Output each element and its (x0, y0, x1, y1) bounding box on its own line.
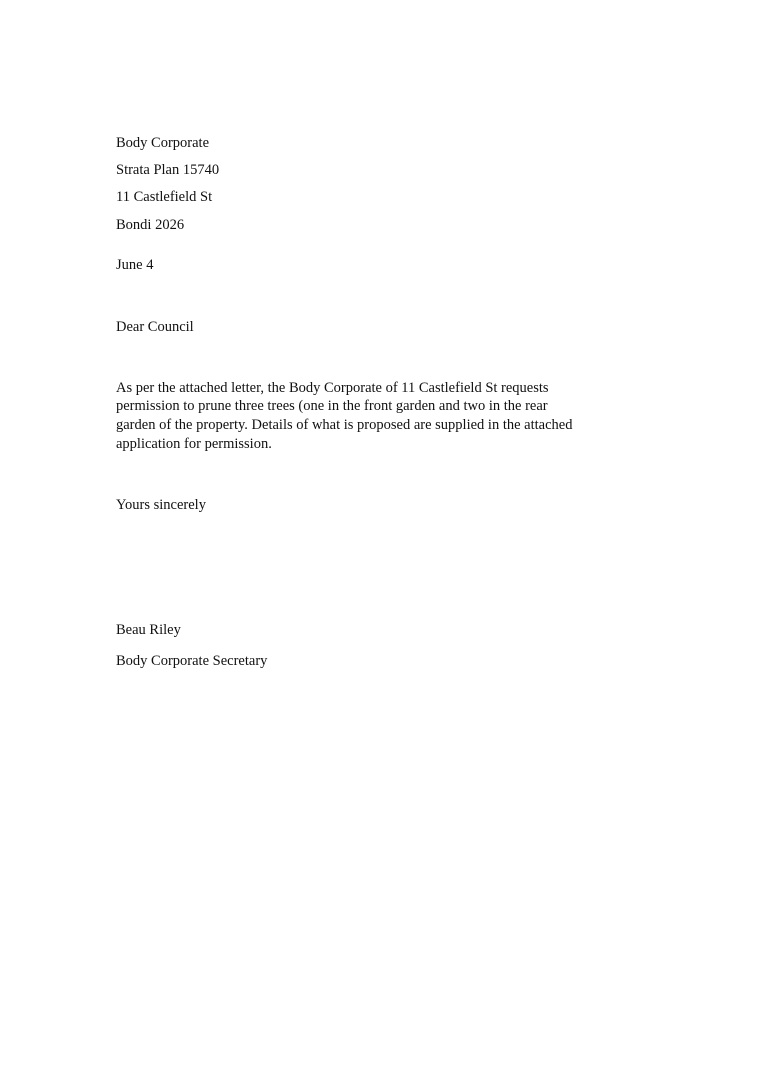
letter-date: June 4 (116, 257, 154, 273)
salutation: Dear Council (116, 319, 194, 335)
sender-street: 11 Castlefield St (116, 189, 213, 205)
sender-suburb: Bondi 2026 (116, 217, 185, 233)
sender-plan: Strata Plan 15740 (116, 162, 220, 178)
closing: Yours sincerely (116, 497, 206, 513)
body-line-2: permission to prune three trees (one in the front garden and two in the rear (116, 398, 548, 414)
signature-title: Body Corporate Secretary (116, 653, 268, 669)
body-line-3: garden of the property. Details of what is proposed are supplied in the attached (116, 417, 573, 433)
signature-name: Beau Riley (116, 622, 181, 638)
body-line-4: application for permission. (116, 436, 272, 452)
sender-name: Body Corporate (116, 135, 210, 151)
body-line-1: As per the attached letter, the Body Corporate of 11 Castlefield St requests (116, 380, 549, 396)
